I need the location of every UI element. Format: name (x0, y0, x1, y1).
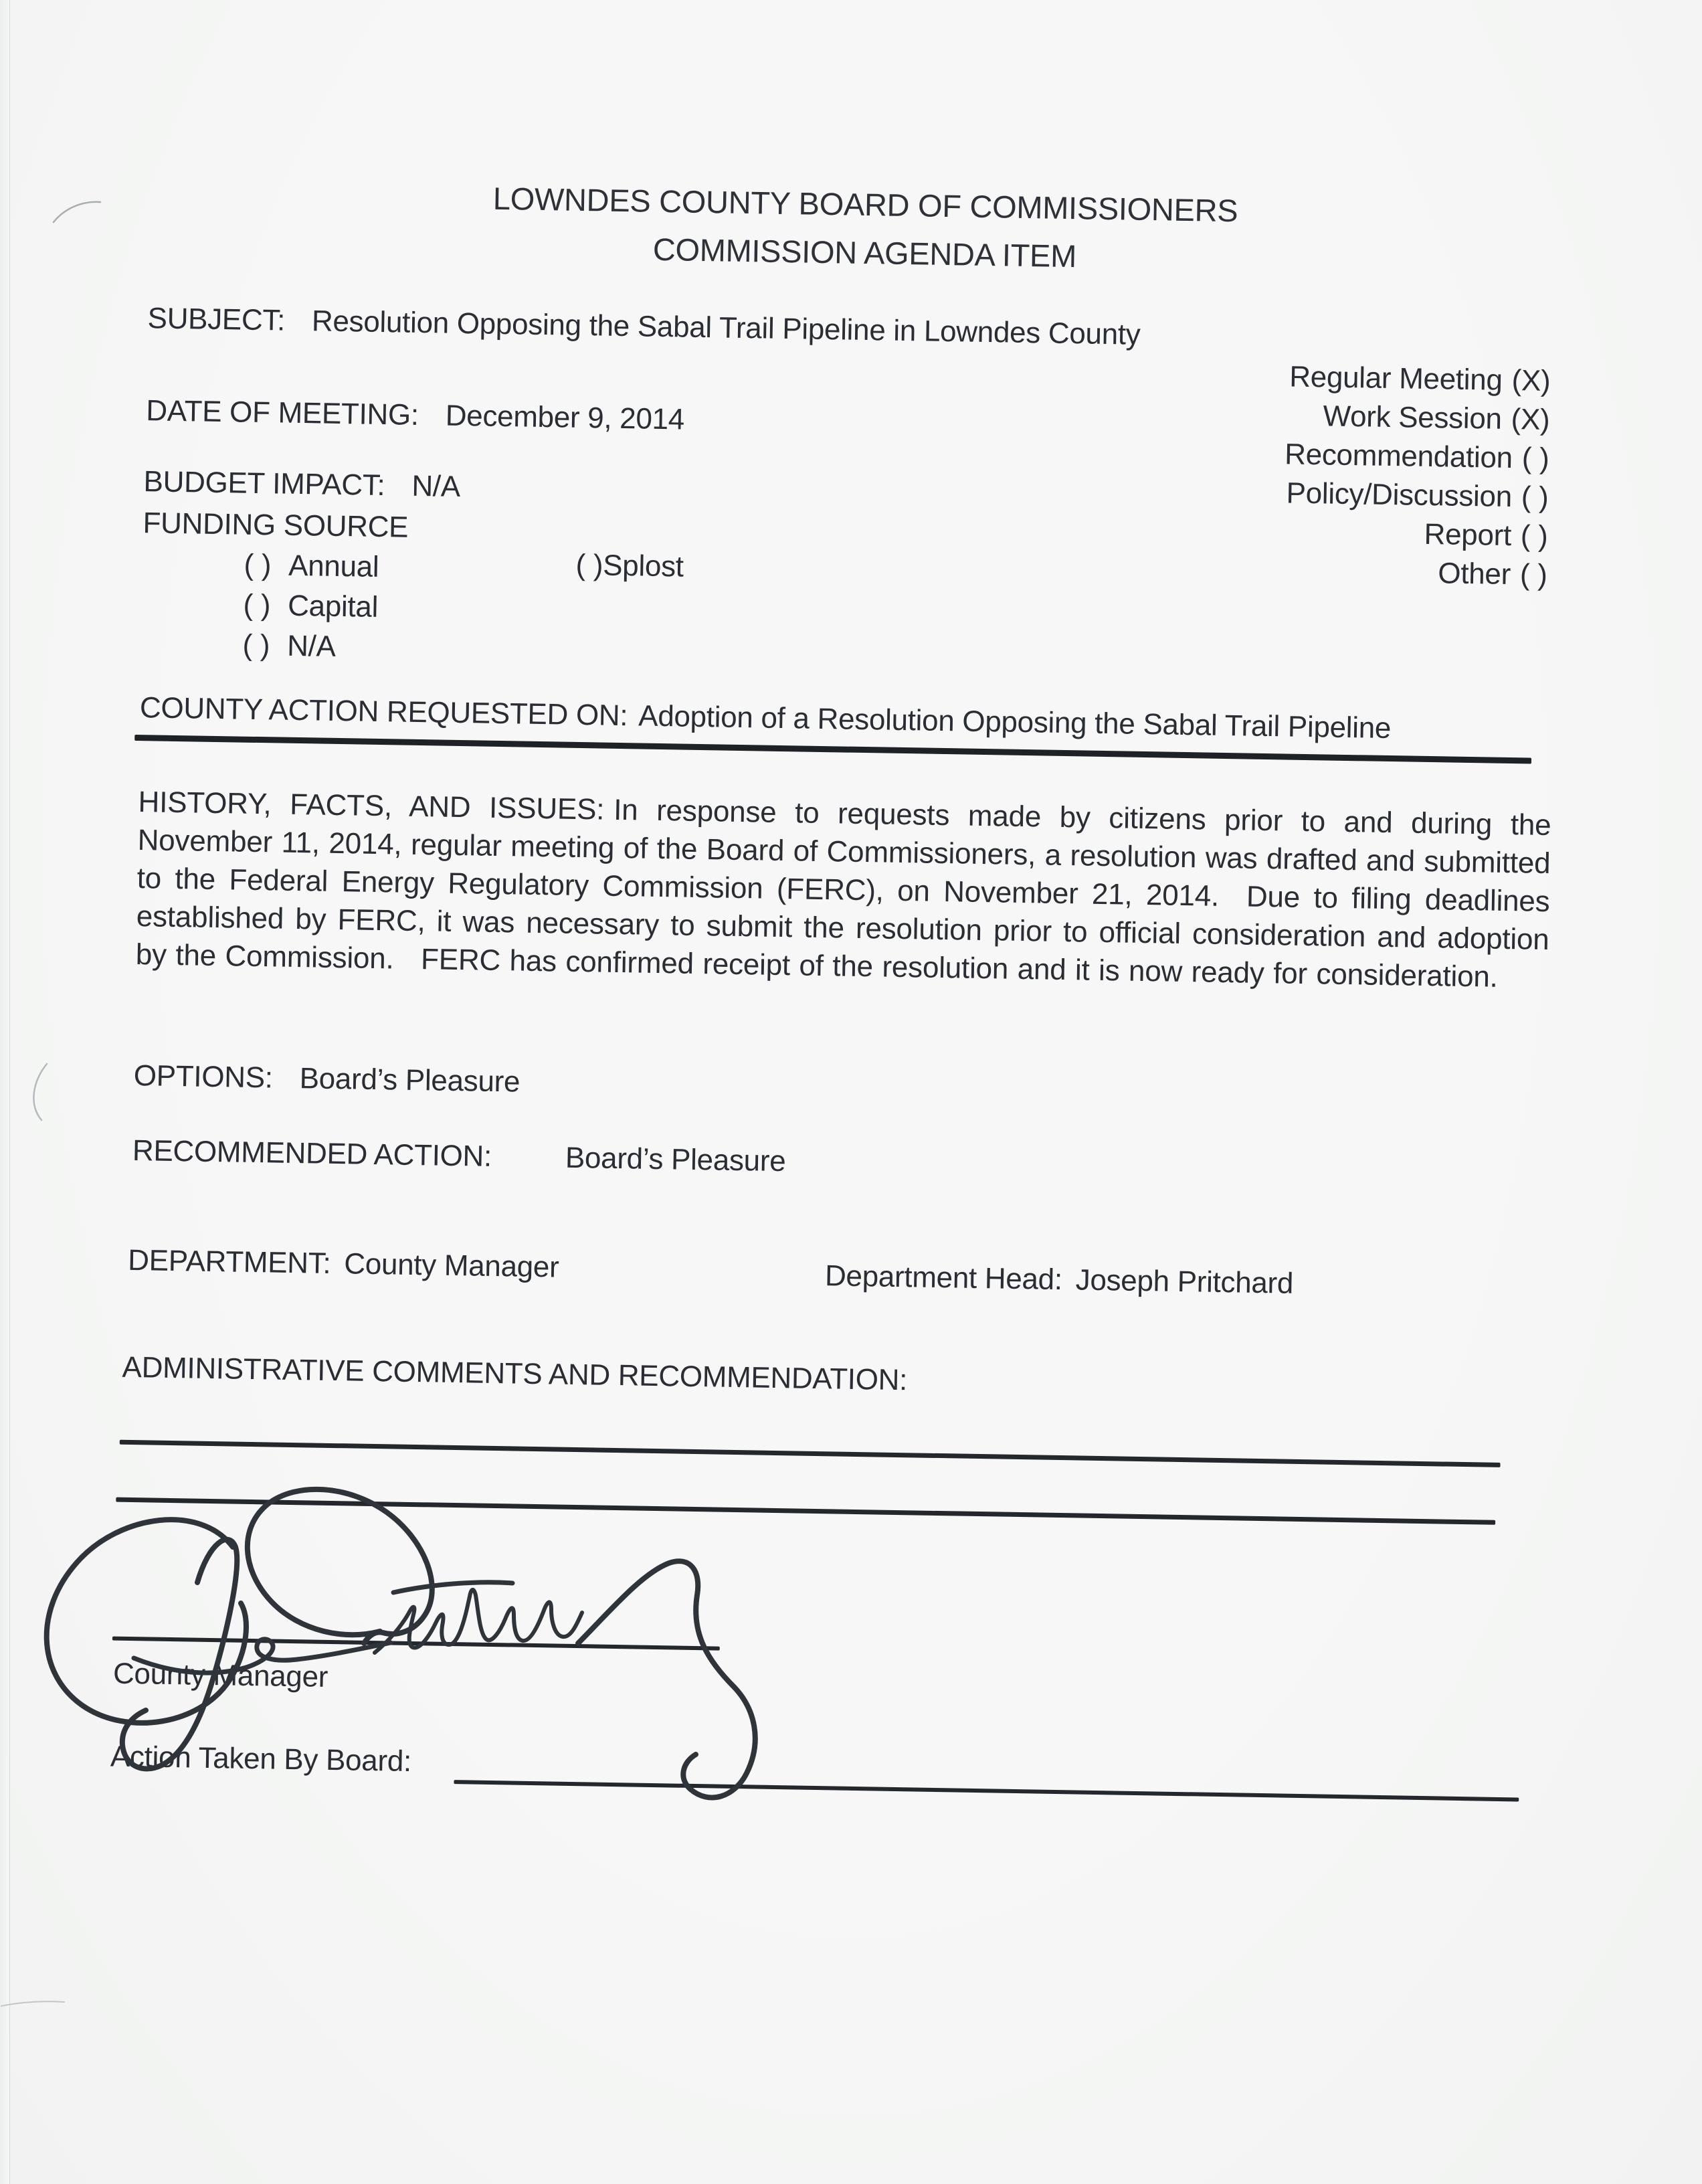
meeting-type-row (1283, 551, 1547, 595)
options-row (133, 1057, 520, 1101)
meeting-type-row (1285, 396, 1550, 440)
meeting-type-checkbox: ( ) (1520, 519, 1548, 553)
budget-impact-value: N/A (411, 469, 461, 503)
budget-impact-label: BUDGET IMPACT: (143, 465, 385, 503)
funding-source-label: FUNDING SOURCE (143, 507, 409, 544)
funding-label: Capital (287, 589, 379, 624)
meeting-type-checkbox: (X) (1511, 403, 1550, 436)
meeting-type-checkbox: ( ) (1519, 558, 1547, 592)
meeting-type-row (1286, 357, 1551, 401)
meeting-type-label: Recommendation (1284, 438, 1513, 475)
meeting-type-checkbox: (X) (1511, 364, 1551, 397)
meeting-type-row (1283, 513, 1548, 556)
meeting-type-label: Regular Meeting (1289, 360, 1503, 397)
funding-checkbox: ( ) (244, 548, 272, 582)
meeting-type-list (1283, 357, 1551, 595)
meeting-type-label: Other (1437, 557, 1511, 592)
comments-blank-line-1 (120, 1440, 1501, 1467)
funding-option-capital (243, 587, 378, 626)
date-label: DATE OF MEETING: (145, 394, 419, 432)
history-paragraph (135, 783, 1551, 997)
meeting-type-checkbox: ( ) (1521, 442, 1549, 475)
meeting-type-label: Work Session (1323, 399, 1503, 436)
funding-option-splost: ( )Splost (575, 548, 684, 583)
meeting-type-label: Report (1424, 517, 1512, 553)
history-text: In response to requests made by citizens prior to and during the November 11, 2014, regular meeting of the Board of Commissioners, a resolution was drafted and submitted to the Federal Energy Regulatory Commission (FERC), on November 21, 2014. Due to filing deadlines established by FERC, it was necessary to submit the resolution prior to official consideration and adoption by the Commission. FERC has confirmed receipt of the resolution and it is now ready for consideration. (135, 793, 1551, 994)
recommended-action-row (132, 1132, 786, 1180)
subject-row (147, 300, 1141, 354)
county-action-value: Adoption of a Resolution Opposing the Sabal Trail Pipeline (638, 699, 1392, 745)
comments-blank-line-2 (116, 1497, 1495, 1525)
recommended-action-value: Board’s Pleasure (565, 1141, 786, 1178)
action-taken-label: Action Taken By Board: (110, 1740, 412, 1779)
funding-checkbox: ( ) (243, 588, 271, 622)
meeting-type-checkbox: ( ) (1521, 480, 1549, 514)
department-head-row (825, 1257, 1294, 1303)
document-title-line2: COMMISSION AGENDA ITEM (652, 231, 1077, 274)
department-value: County Manager (343, 1247, 559, 1284)
signature-title: County Manager (112, 1657, 328, 1694)
signature-line (112, 1637, 720, 1651)
meeting-type-row (1285, 435, 1549, 478)
funding-label: N/A (286, 629, 337, 663)
meeting-type-label: Policy/Discussion (1286, 476, 1513, 514)
admin-comments-label: ADMINISTRATIVE COMMENTS AND RECOMMENDATION: (122, 1350, 908, 1397)
date-row (146, 392, 685, 438)
county-action-label: COUNTY ACTION REQUESTED ON: (139, 691, 628, 733)
department-head-label: Department Head: (824, 1259, 1063, 1297)
recommended-action-label: RECOMMENDED ACTION: (132, 1133, 492, 1173)
options-value: Board’s Pleasure (299, 1062, 521, 1099)
funding-option-na (242, 627, 336, 666)
funding-option-annual (244, 547, 379, 586)
date-value: December 9, 2014 (445, 399, 685, 436)
budget-impact-row (143, 463, 460, 506)
department-row (128, 1242, 559, 1287)
options-label: OPTIONS: (133, 1059, 274, 1095)
department-label: DEPARTMENT: (127, 1243, 331, 1280)
history-label: HISTORY, FACTS, AND ISSUES: (138, 786, 605, 826)
document-title-line1: LOWNDES COUNTY BOARD OF COMMISSIONERS (492, 180, 1238, 229)
funding-checkbox: ( ) (242, 628, 270, 662)
subject-value: Resolution Opposing the Sabal Trail Pipeline in Lowndes County (311, 304, 1141, 351)
subject-label: SUBJECT: (147, 302, 286, 337)
action-taken-blank-line (454, 1780, 1519, 1801)
department-head-value: Joseph Pritchard (1075, 1263, 1294, 1300)
meeting-type-row (1284, 474, 1549, 517)
funding-label: Annual (288, 549, 379, 583)
